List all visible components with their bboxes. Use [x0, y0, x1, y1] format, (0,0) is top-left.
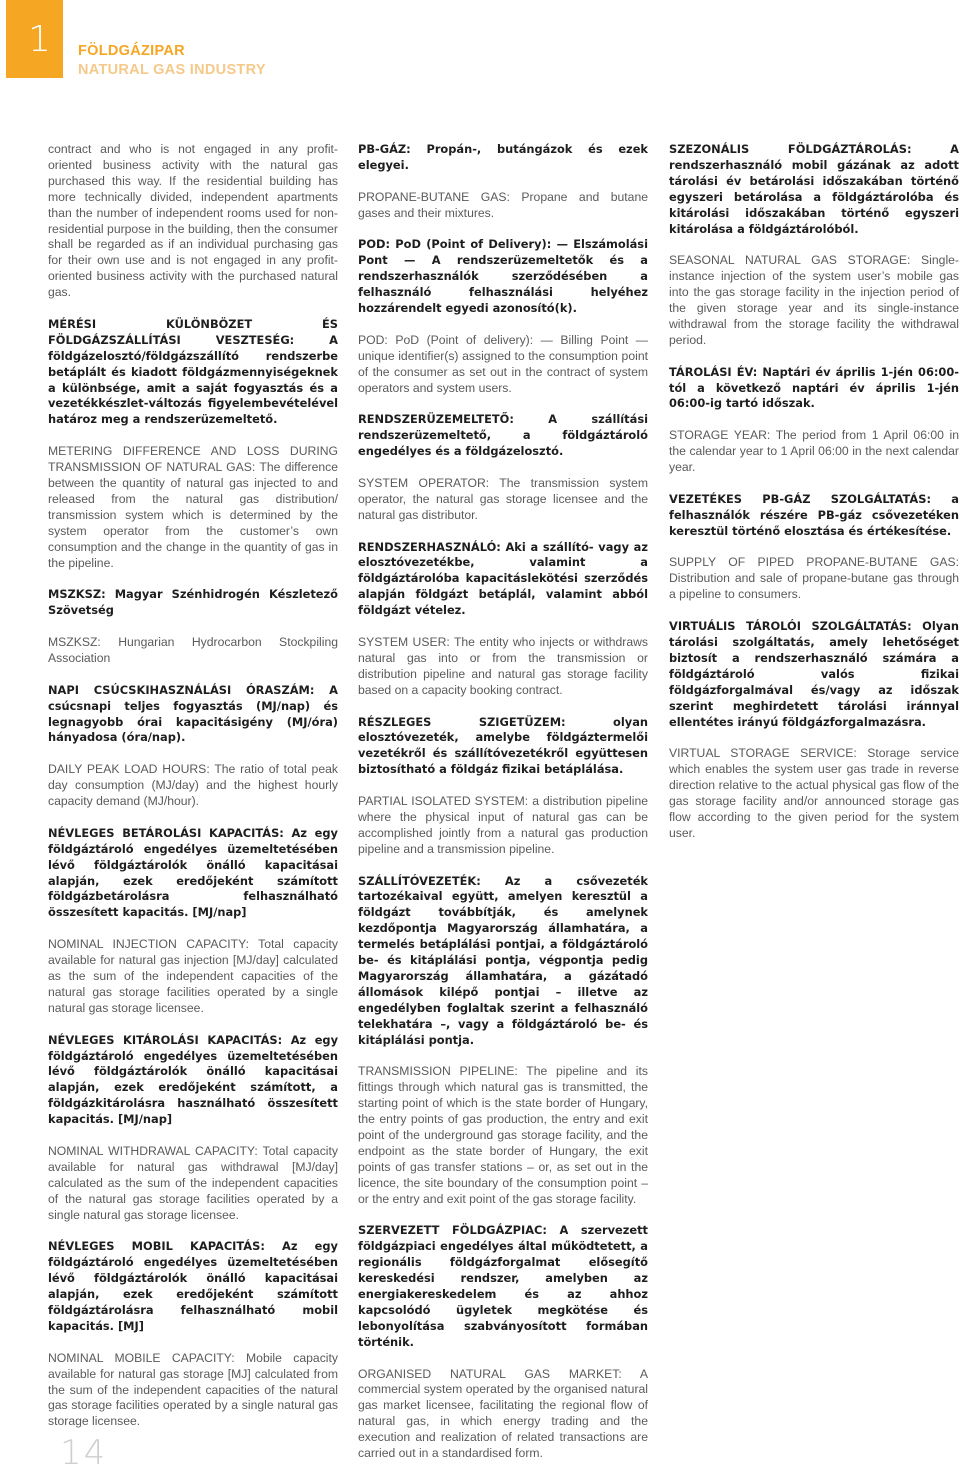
- glossary-term-english: DAILY PEAK LOAD HOURS: The ratio of total peak day consumption (MJ/day) and the highest hourly capacity demand (MJ/hour).: [48, 762, 338, 809]
- glossary-term-hungarian: RENDSZERÜZEMELTETŐ: A szállítási rendszerüzemeltető, a földgáztároló engedélyes és a földgázelosztó.: [358, 412, 648, 459]
- glossary-term-english: SYSTEM USER: The entity who injects or withdraws natural gas into or from the transmission or distribution pipeline and natural gas storage facility based on a capacity booking contract.: [358, 634, 648, 697]
- glossary-term-hungarian: PB-GÁZ: Propán-, butángázok és ezek elegyei.: [358, 142, 648, 172]
- glossary-term-hungarian: MSZKSZ: Magyar Szénhidrogén Készletező Szövetség: [48, 587, 338, 618]
- glossary-term-hungarian: MÉRÉSI KÜLÖNBÖZET ÉS FÖLDGÁZSZÁLLÍTÁSI VESZTESÉG: A földgázelosztó/földgázszállító rendszerbe betáplált és kiadott földgázmennyiségeknek a különbsége, amit a saját fogyasztás és a vezetékkészlet-változás figyelembevételével határoz meg a rendszerüzemeltető.: [48, 316, 338, 427]
- glossary-term-hungarian: SZERVEZETT FÖLDGÁZPIAC: A szervezett földgázpiaci engedélyes által működtetett, a regionális földgázforgalmat elősegítő kereskedési rendszer, amelyben az energiakereskedelem és az ahhoz kapcsolódó ügyletek megkötése és lebonyolítása szabványosított formában történik.: [358, 1223, 648, 1349]
- glossary-term-hungarian: SZÁLLÍTÓVEZETÉK: Az a csővezeték tartozékaival együtt, amelyen keresztül a földgázt továbbítják, és amelynek kezdőpontja Magyarország államhatára, a termelés betáplálási pontjai, a földgáztároló be- és kitáplálási pontja, végpontja pedig Magyarország államhatára, a gázátadó állomások kilépő pontjai – illetve az engedélyben foglaltak szerint a felhasználó telekhatára –, vagy a földgáztároló be- és kitáplálási pontja.: [358, 873, 648, 1047]
- glossary-column-3: [669, 142, 959, 858]
- glossary-term-english: SEASONAL NATURAL GAS STORAGE: Single-instance injection of the system user’s mobile gas into the gas storage facility in the injection period of the given storage year and its single-instance withdrawal from the storage facility the withdrawal period.: [669, 253, 959, 347]
- glossary-term-hungarian: NÉVLEGES MOBIL KAPACITÁS: Az egy földgáztároló engedélyes üzemeltetésében lévő földgáztárolók önálló kapacitásai alapján, ezek eredőjeként számított földgáztárolásra felhasználható mobil kapacitás. [MJ]: [48, 1239, 338, 1333]
- glossary-term-english: POD: PoD (Point of delivery): — Billing Point — unique identifier(s) assigned to the consumption point of the consumer as set out in the contract of system operators and system users.: [358, 332, 648, 395]
- glossary-term-hungarian: SZEZONÁLIS FÖLDGÁZTÁROLÁS: A rendszerhasználó mobil gázának az adott tárolási év betárolási időszakában történő egyszeri betárolása a földgáztárolóba és kitárolási időszakában történő egyszeri kitárolása a földgáztárolóból.: [669, 142, 959, 236]
- glossary-term-hungarian: VEZETÉKES PB-GÁZ SZOLGÁLTATÁS: a felhasználók részére PB-gáz csővezetéken keresztül történő elosztása és értékesítése.: [669, 491, 959, 538]
- glossary-term-hungarian: TÁROLÁSI ÉV: Naptári év április 1-jén 06:00-tól a következő naptári év április 1-jén 06:00-ig tartó időszak.: [669, 364, 959, 411]
- glossary-term-english: MSZKSZ: Hungarian Hydrocarbon Stockpiling Association: [48, 635, 338, 665]
- glossary-column-2: [358, 142, 648, 1478]
- glossary-term-english: STORAGE YEAR: The period from 1 April 06:00 in the calendar year to 1 April 06:00 in the next calendar year.: [669, 428, 959, 475]
- glossary-term-hungarian: RENDSZERHASZNÁLÓ: Aki a szállító- vagy az elosztóvezetékbe, valamint a földgáztárolóba kapacitáslekötési szerződés alapján földgázt betáplál, valamint abból földgázt vételez.: [358, 539, 648, 618]
- chapter-number-box: [6, 0, 63, 78]
- glossary-term-hungarian: NÉVLEGES BETÁROLÁSI KAPACITÁS: Az egy földgáztároló engedélyes üzemeltetésében lévő földgáztárolók önálló kapacitásai alapján, ezek eredőjeként számított földgázbetárolásra felhasználható összesített kapacitás. [MJ/nap]: [48, 825, 338, 920]
- section-title: FÖLDGÁZIPAR: [78, 43, 185, 59]
- glossary-term-english: contract and who is not engaged in any profit-oriented business activity with the natural gas purchased this way. If the residential building has more technically divided, independent apartments than the number of independent rooms used for non-residential purpose in the building, then the consumer shall be regarded as if an individual purchasing gas for their own use and is not engaged in any profit-oriented business activity with the purchased natural gas.: [48, 142, 338, 300]
- page-number: 14: [60, 1433, 108, 1473]
- glossary-term-english: PROPANE-BUTANE GAS: Propane and butane gases and their mixtures.: [358, 189, 648, 220]
- glossary-term-hungarian: POD: PoD (Point of Delivery): — Elszámolási Pont — A rendszerüzemeltetők és a rendszerhasználók szerződésében a felhasználó felhasználási helyéhez hozzárendelt egyedi azonosító(k).: [358, 237, 648, 316]
- chapter-number: 1: [28, 19, 51, 60]
- glossary-term-english: SUPPLY OF PIPED PROPANE-BUTANE GAS: Distribution and sale of propane-butane gas through a pipeline to consumers.: [669, 555, 959, 602]
- glossary-column-1: [48, 142, 338, 1446]
- glossary-term-english: METERING DIFFERENCE AND LOSS DURING TRANSMISSION OF NATURAL GAS: The difference between the quantity of natural gas injected to and released from the natural gas distribution/ transmission system which is determined by the system operator from the customer’s own consumption and the change in the quantity of gas in the pipeline.: [48, 444, 338, 570]
- glossary-term-hungarian: NAPI CSÚCSKIHASZNÁLÁSI ÓRASZÁM: A csúcsnapi teljes fogyasztás (MJ/nap) és legnagyobb órai kapacitásigény (MJ/óra) hányadosa (óra/nap).: [48, 682, 338, 745]
- glossary-term-hungarian: VIRTUÁLIS TÁROLÓI SZOLGÁLTATÁS: Olyan tárolási szolgáltatás, amely lehetőséget biztosít a rendszerhasználó számára a földgáztároló valós fizikai földgázforgalmával és/vagy az időszak szerint meghirdetett tárolási iránnyal ellentétes irányú földgázforgalmazásra.: [669, 619, 959, 729]
- glossary-term-english: SYSTEM OPERATOR: The transmission system operator, the natural gas storage licensee and the natural gas distributor.: [358, 475, 648, 522]
- glossary-term-english: NOMINAL WITHDRAWAL CAPACITY: Total capacity available for natural gas withdrawal [MJ/day] calculated as the sum of the independent capacities of the natural gas storage facilities operated by a single natural gas storage licensee.: [48, 1143, 338, 1222]
- glossary-term-hungarian: NÉVLEGES KITÁROLÁSI KAPACITÁS: Az egy földgáztároló engedélyes üzemeltetésében lévő földgáztárolók önálló kapacitásai alapján, ezek eredőjeként számított, a földgázkitárolásra használható összesített kapacitás. [MJ/nap]: [48, 1032, 338, 1127]
- section-subtitle: NATURAL GAS INDUSTRY: [78, 62, 266, 78]
- glossary-term-english: TRANSMISSION PIPELINE: The pipeline and its fittings through which natural gas is transmitted, the starting point of which is the state border of Hungary, the entry points of gas production, the entry and exit point of the underground gas storage facility, and the endpoint as the state border of Hungary, the exit points of gas transfer stations – or, as set out in the licence, the site boundary of the consumption point – or the entry and exit point of the gas storage facility.: [358, 1064, 648, 1206]
- glossary-term-english: VIRTUAL STORAGE SERVICE: Storage service which enables the system user gas trade in reverse direction relative to the actual physical gas flow of the gas storage facility and/or announced storage gas flow according to the given period for the system user.: [669, 746, 959, 840]
- glossary-term-english: NOMINAL INJECTION CAPACITY: Total capacity available for natural gas injection [MJ/day] calculated as the sum of the independent capacities of the natural gas storage facilities operated by a single natural gas storage licensee.: [48, 937, 338, 1015]
- glossary-term-hungarian: RÉSZLEGES SZIGETÜZEM: olyan elosztóvezeték, amelybe földgáztermelői vezetékről és szállítóvezetékről együttesen biztosítható a földgáz fizikai betáplálása.: [358, 714, 648, 777]
- glossary-term-english: ORGANISED NATURAL GAS MARKET: A commercial system operated by the organised natural gas market licensee, facilitating the regional flow of natural gas, in which energy trading and the execution and realization of related transactions are carried out in a standardised form.: [358, 1366, 648, 1461]
- glossary-term-english: NOMINAL MOBILE CAPACITY: Mobile capacity available for natural gas storage [MJ] calculated from the sum of the independent capacities of the natural gas storage facilities operated by a single natural gas storage licensee.: [48, 1350, 338, 1429]
- glossary-term-english: PARTIAL ISOLATED SYSTEM: a distribution pipeline where the physical input of natural gas can be accomplished jointly from a natural gas production pipeline and a transmission pipeline.: [358, 794, 648, 856]
